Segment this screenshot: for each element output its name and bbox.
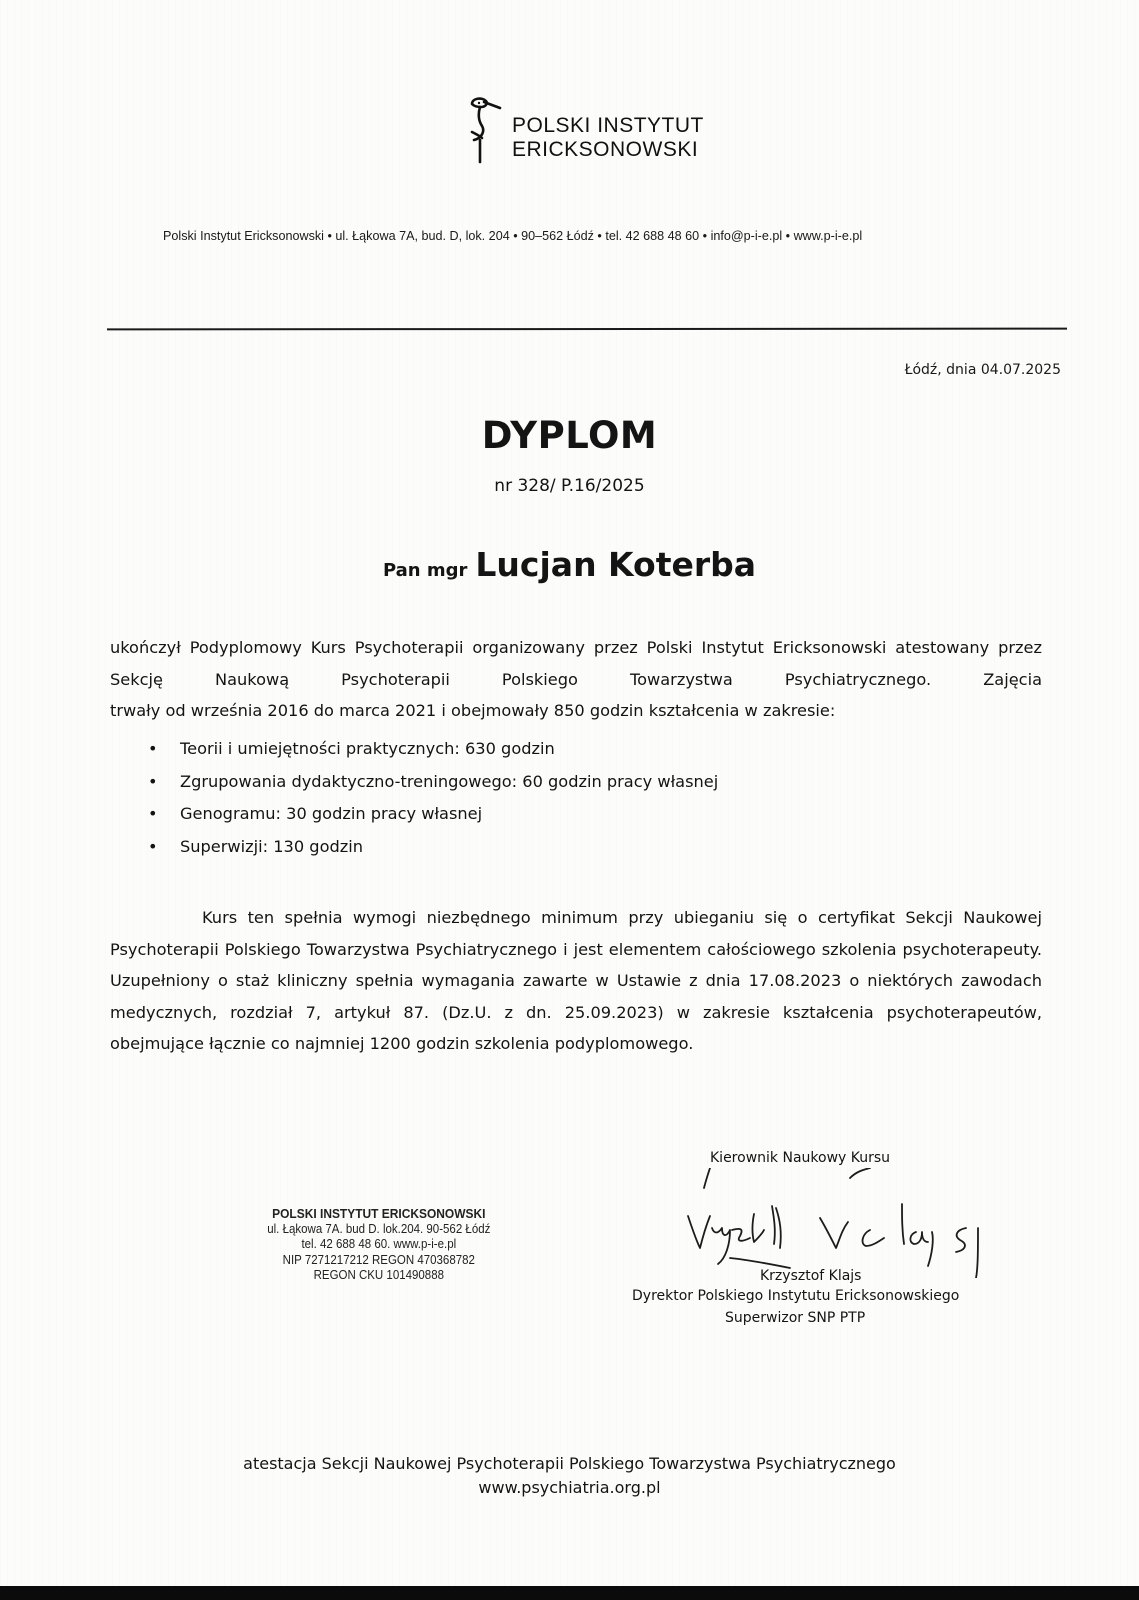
scan-bottom-edge	[0, 1586, 1139, 1600]
list-item	[148, 831, 718, 864]
handwritten-signature	[670, 1168, 1030, 1278]
bullet-icon: •	[148, 739, 158, 758]
recipient-prefix: Pan mgr	[382, 560, 468, 581]
list-item-text: Teorii i umiejętności praktycznych: 630 godzin	[180, 739, 555, 758]
list-item	[148, 733, 718, 766]
signatory-supervisor-title: Superwizor SNP PTP	[725, 1310, 866, 1326]
body-paragraph-1-main: ukończył Podyplomowy Kurs Psychoterapii organizowany przez Polski Instytut Ericksonowski atestowany przez Sekcję Naukową Psychoterapii Polskiego Towarzystwa Psychiatrycznego. Zajęcia	[110, 638, 1042, 689]
list-item-text: Genogramu: 30 godzin pracy własnej	[180, 804, 483, 823]
bullet-icon: •	[148, 804, 158, 823]
bullet-icon: •	[148, 771, 158, 791]
header-address: Polski Instytut Ericksonowski • ul. Łąkowa 7A, bud. D, lok. 204 • 90–562 Łódź • tel. 42 688 48 60 • info@p-i-e.pl • www.p-i-e.pl	[163, 229, 863, 243]
footer-attestation: atestacja Sekcji Naukowej Psychoterapii Polskiego Towarzystwa Psychiatrycznego	[243, 1454, 896, 1473]
header-divider	[107, 328, 1067, 331]
list-item	[148, 798, 718, 831]
stamp-title: POLSKI INSTYTUT ERICKSONOWSKI	[272, 1206, 486, 1221]
signatory-position: Dyrektor Polskiego Instytutu Ericksonowskiego	[632, 1288, 960, 1304]
stamp-address: ul. Łąkowa 7A. bud D. lok.204. 90-562 Łódź	[267, 1221, 491, 1236]
recipient	[0, 545, 1139, 584]
logo-text-line1: POLSKI INSTYTUT	[512, 114, 704, 137]
list-item-text: Zgrupowania dydaktyczno-treningowego: 60 godzin pracy własnej	[180, 771, 719, 791]
heron-bird-icon	[466, 96, 510, 168]
signatory-role: Kierownik Naukowy Kursu	[710, 1150, 891, 1166]
recipient-name: Lucjan Koterba	[475, 545, 757, 584]
list-item	[148, 766, 718, 799]
footer-url: www.psychiatria.org.pl	[478, 1478, 661, 1497]
footer	[0, 1452, 1139, 1500]
diploma-number: nr 328/ P.16/2025	[494, 476, 645, 496]
stamp-regon-cku: REGON CKU 101490888	[313, 1268, 445, 1282]
stamp-contact: tel. 42 688 48 60. www.p-i-e.pl	[301, 1237, 457, 1251]
body-paragraph-1-last: trwały od września 2016 do marca 2021 i obejmowały 850 godzin kształcenia w zakresie:	[110, 701, 836, 720]
logo-text-line2: ERICKSONOWSKI	[512, 138, 699, 161]
body-paragraph-1	[110, 632, 1042, 727]
diploma-title: DYPLOM	[481, 414, 658, 457]
body-paragraph-2: Kurs ten spełnia wymogi niezbędnego minimum przy ubieganiu się o certyfikat Sekcji Naukowej Psychoterapii Polskiego Towarzystwa Psychiatrycznego i jest elementem całościowego szkolenia psychoterapeuty. Uzupełniony o staż kliniczny spełnia wymagania zawarte w Ustawie z dnia 17.08.2023 o niektórych zawodach medycznych, rozdział 7, artykuł 87. (Dz.U. z dn. 25.09.2023) w zakresie kształcenia psychoterapeutów, obejmujące łącznie co najmniej 1200 godzin szkolenia podyplomowego.	[110, 908, 1042, 1053]
stamp-ids: NIP 7271217212 REGON 470368782	[282, 1252, 475, 1267]
issue-date: Łódź, dnia 04.07.2025	[904, 362, 1061, 378]
course-hours-list	[148, 733, 718, 863]
list-item-text: Superwizji: 130 godzin	[180, 836, 364, 856]
signatory-name: Krzysztof Klajs	[760, 1268, 862, 1284]
bullet-icon: •	[148, 836, 158, 856]
institute-stamp	[250, 1206, 508, 1284]
institute-logo	[466, 96, 766, 168]
